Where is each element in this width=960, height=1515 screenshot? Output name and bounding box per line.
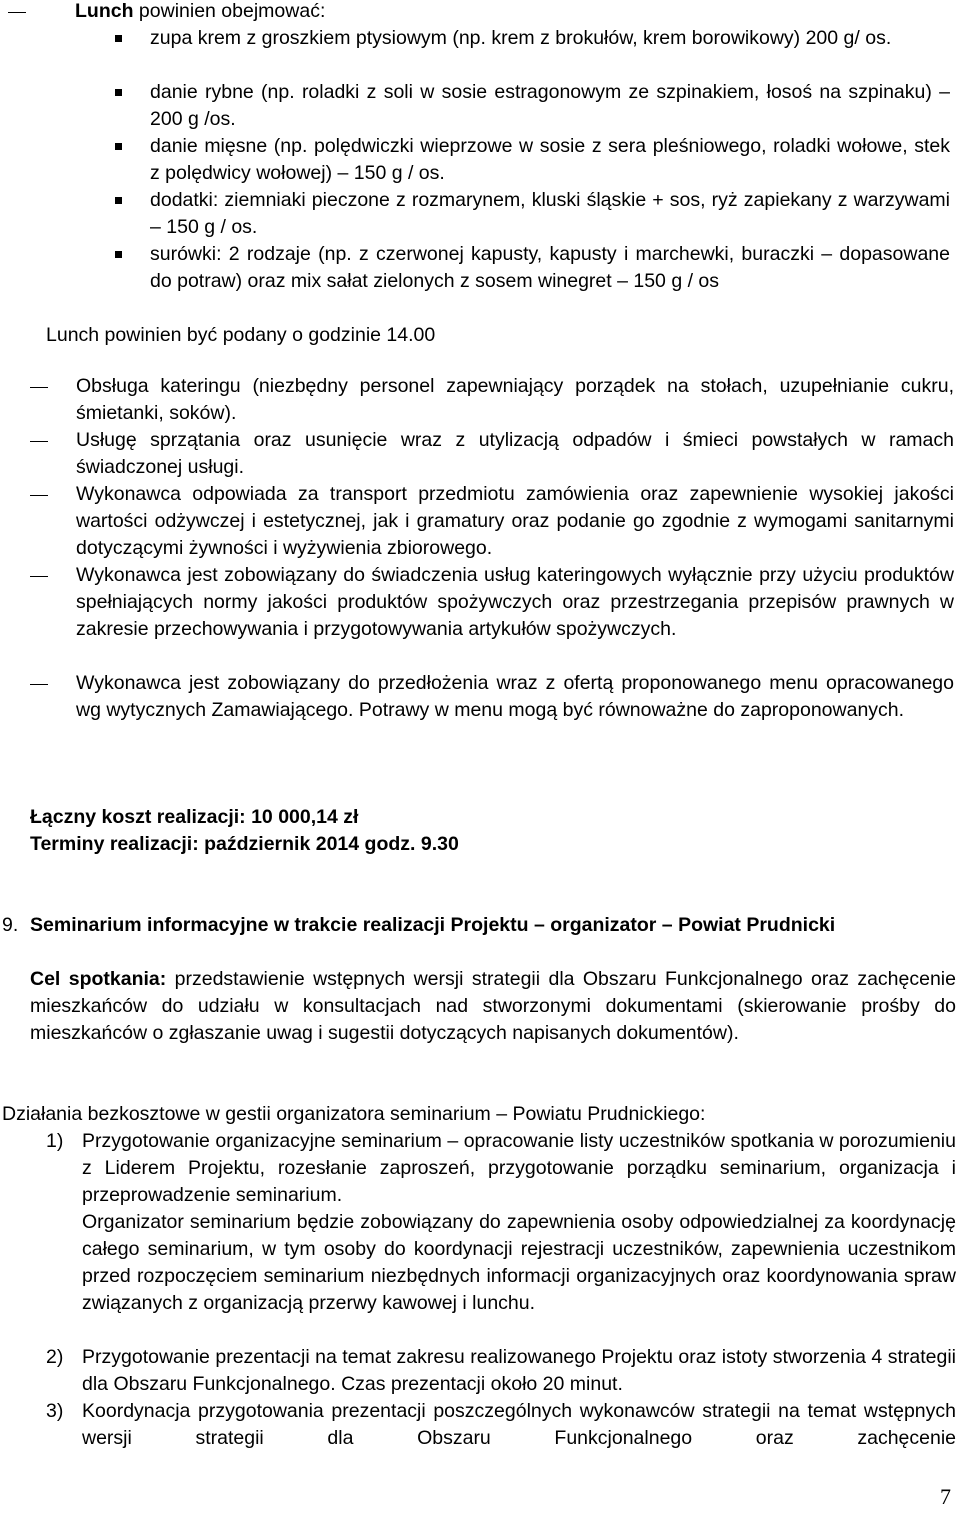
dash-bullet xyxy=(30,495,48,496)
lunch-heading: Lunch powinien obejmować: xyxy=(75,0,326,22)
square-bullet-icon xyxy=(115,89,122,96)
section-number: 9. xyxy=(2,914,19,936)
dash-bullet xyxy=(30,684,48,685)
requirement-item: Wykonawca jest zobowiązany do świadczenia usług kateringowych wyłącznie przy użyciu produktów spełniających normy jakości produktów spożywczych oraz przestrzegania przepisów prawnych w zakresie przechowywania i przygotowywania artykułów spożywczych. xyxy=(76,564,954,640)
actions-intro: Działania bezkosztowe w gestii organizatora seminarium – Powiatu Prudnickiego: xyxy=(2,1103,706,1125)
requirement-item: Wykonawca jest zobowiązany do przedłożenia wraz z ofertą proponowanego menu opracowanego wg wytycznych Zamawiającego. Potrawy w menu mogą być równoważne do zaproponowanych. xyxy=(76,672,954,721)
action-item: Koordynacja przygotowania prezentacji poszczególnych wykonawców strategii na temat wstępnych wersji strategii dla Obszaru Funkcjonalnego oraz zachęcenie xyxy=(82,1400,956,1449)
requirement-item: Obsługa kateringu (niezbędny personel zapewniający porządek na stołach, uzupełnianie cukru, śmietanki, soków). xyxy=(76,375,954,424)
action-item-extra: Organizator seminarium będzie zobowiązany do zapewnienia osoby odpowiedzialnej za koordynację całego seminarium, w tym osoby do koordynacji rejestracji uczestników, zapewnienia uczestnikom przed rozpoczęciem seminarium niezbędnych informacji organizacyjnych oraz koordynowania spraw związanych z organizacją przerwy kawowej i lunchu. xyxy=(82,1211,956,1314)
square-bullet-icon xyxy=(115,197,122,204)
requirement-item: Wykonawca odpowiada za transport przedmiotu zamówienia oraz zapewnienie wysokiej jakości wartości odżywczej i estetycznej, jak i gramatury oraz podanie go zgodnie z wymogami sanitarnymi dotyczącymi żywności i wyżywienia zbiorowego. xyxy=(76,483,954,559)
square-bullet-icon xyxy=(115,251,122,258)
total-cost: Łączny koszt realizacji: 10 000,14 zł xyxy=(30,806,359,828)
square-bullet-icon xyxy=(115,143,122,150)
dash-bullet xyxy=(30,576,48,577)
action-number: 1) xyxy=(46,1130,64,1152)
lunch-item: zupa krem z groszkiem ptysiowym (np. krem z brokułów, krem borowikowy) 200 g/ os. xyxy=(150,27,892,49)
requirement-item: Usługę sprzątania oraz usunięcie wraz z utylizacją odpadów i śmieci powstałych w ramach świadczonej usługi. xyxy=(76,429,954,478)
lunch-item: danie rybne (np. roladki z soli w sosie estragonowym ze szpinakiem, łosoś na szpinaku) – 200 g /os. xyxy=(150,81,950,130)
action-item: Przygotowanie prezentacji na temat zakresu realizowanego Projektu oraz istoty stworzenia 4 strategii dla Obszaru Funkcjonalnego. Czas prezentacji około 20 minut. xyxy=(82,1346,956,1395)
section-goal: Cel spotkania: przedstawienie wstępnych wersji strategii dla Obszaru Funkcjonalnego oraz zachęcenie mieszkańców do udziału w konsultacjach nad stworzonymi dokumentami (skierowanie prośby do mieszkańców o zgłaszanie uwag i sugestii dotyczących napisanych dokumentów). xyxy=(30,968,956,1044)
action-number: 3) xyxy=(46,1400,64,1422)
lunch-item: surówki: 2 rodzaje (np. z czerwonej kapusty, kapusty i marchewki, buraczki – dopasowane do potraw) oraz mix sałat zielonych z sosem winegret – 150 g / os xyxy=(150,243,950,292)
square-bullet-icon xyxy=(115,35,122,42)
dash-bullet xyxy=(30,441,48,442)
page-number: 7 xyxy=(940,1484,951,1509)
lunch-item: danie mięsne (np. polędwiczki wieprzowe w sosie z sera pleśniowego, roladki wołowe, stek z polędwicy wołowej) – 150 g / os. xyxy=(150,135,950,184)
action-number: 2) xyxy=(46,1346,64,1368)
section-heading: Seminarium informacyjne w trakcie realizacji Projektu – organizator – Powiat Prudnicki xyxy=(30,914,836,936)
lunch-item: dodatki: ziemniaki pieczone z rozmarynem, kluski śląskie + sos, ryż zapiekany z warzywami – 150 g / os. xyxy=(150,189,950,238)
dash-bullet xyxy=(30,387,48,388)
dash-bullet xyxy=(8,12,26,13)
realization-dates: Terminy realizacji: październik 2014 godz. 9.30 xyxy=(30,833,459,855)
action-item: Przygotowanie organizacyjne seminarium – opracowanie listy uczestników spotkania w porozumieniu z Liderem Projektu, rozesłanie zaproszeń, przygotowanie porządku seminarium, organizacja i przeprowadzenie seminarium. xyxy=(82,1130,956,1206)
lunch-time-note: Lunch powinien być podany o godzinie 14.00 xyxy=(46,324,436,346)
